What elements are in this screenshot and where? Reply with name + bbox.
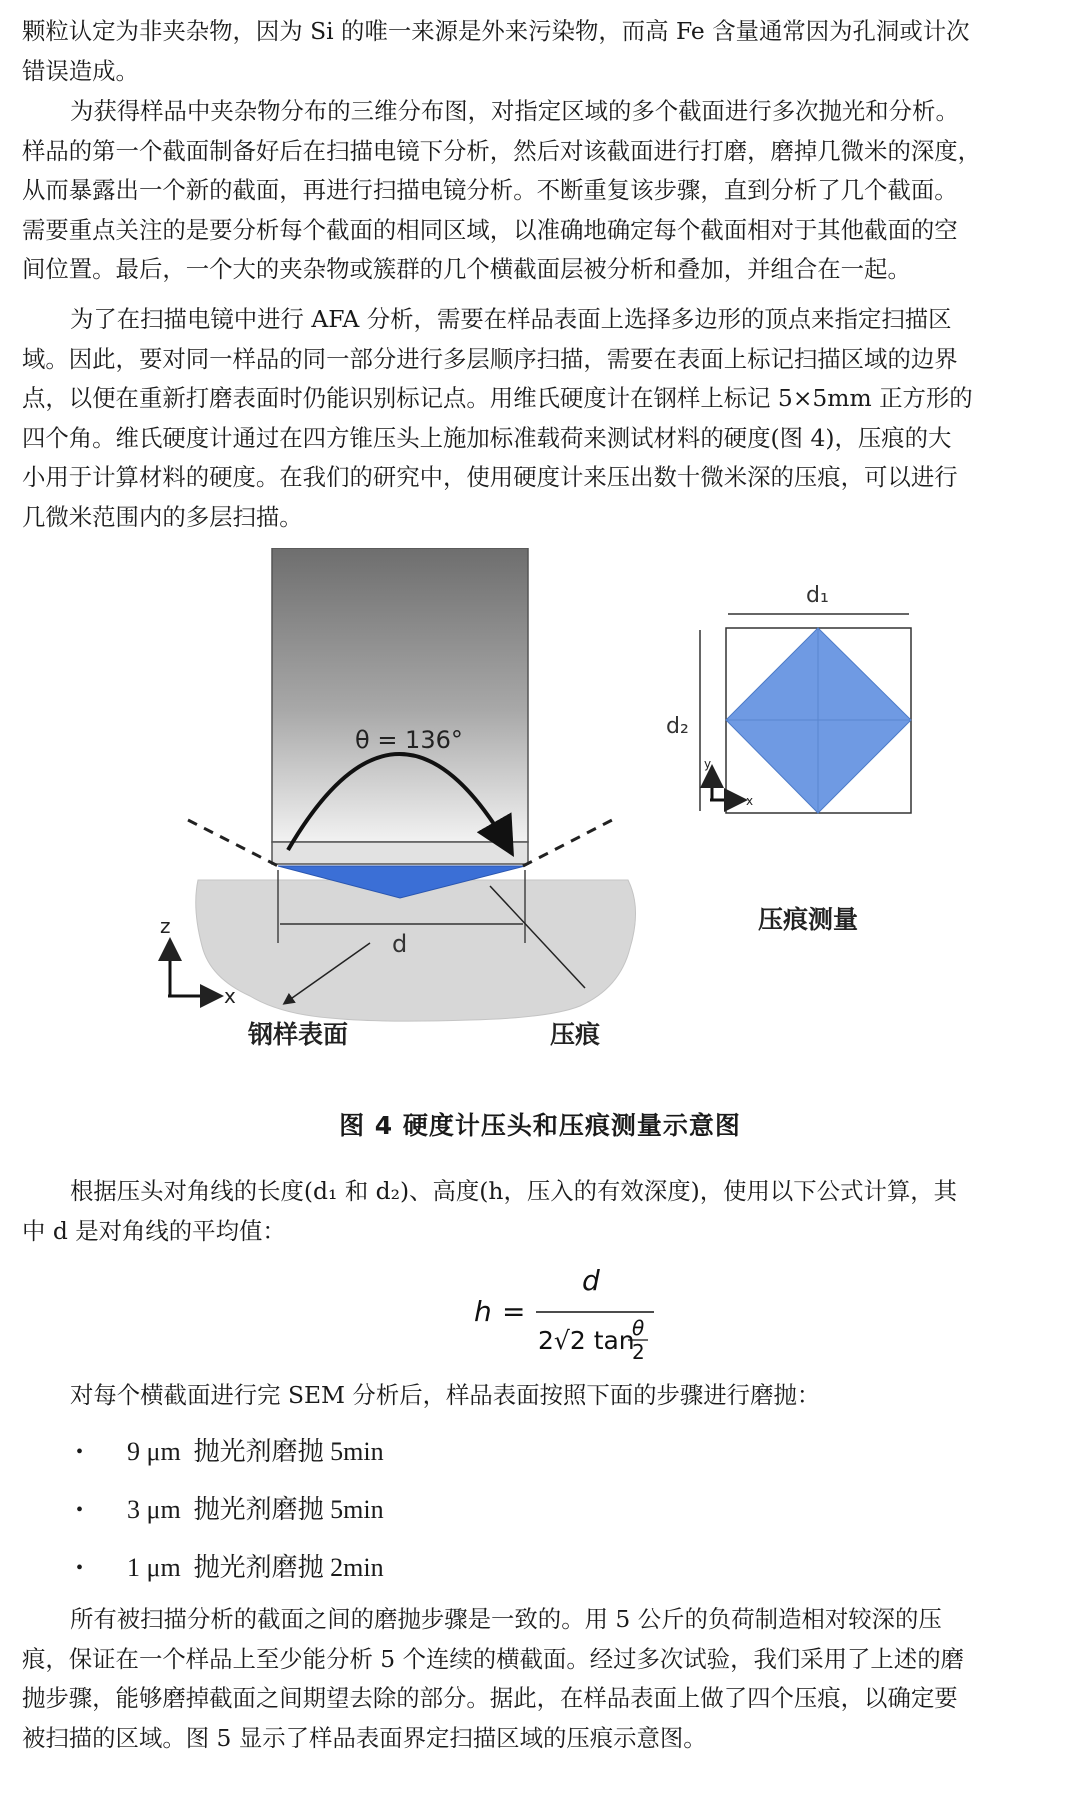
polish-step: 抛光剂磨抛 2min: [193, 1553, 384, 1582]
figure-caption: 图 4 硬度计压头和压痕测量示意图: [339, 1111, 741, 1140]
text-line: 四个角。维氏硬度计通过在四方锥压头上施加标准载荷来测试材料的硬度(图 4)，压痕的大: [22, 423, 952, 452]
abrasive-size: 3 μm: [127, 1495, 181, 1524]
text-line: 中 d 是对角线的平均值：: [22, 1216, 286, 1245]
text-line: 抛步骤，能够磨掉截面之间期望去除的部分。据此，在样品表面上做了四个压痕，以确定要: [22, 1684, 958, 1713]
formula-numerator: d: [582, 1264, 600, 1297]
text-line: 对每个横截面进行完 SEM 分析后，样品表面按照下面的步骤进行磨抛：: [70, 1381, 821, 1409]
formula-denominator: 2√2 tan: [538, 1326, 635, 1355]
paragraph-3: [22, 300, 1058, 538]
d2-label: d₂: [666, 714, 689, 739]
dashed-guide-left: [188, 820, 278, 866]
indenter-body: [272, 548, 528, 842]
polish-step: 抛光剂磨抛 5min: [193, 1495, 384, 1524]
dashed-guide-right: [523, 818, 616, 866]
text-line: 为获得样品中夹杂物分布的三维分布图，对指定区域的多个截面进行多次抛光和分析。: [70, 97, 959, 125]
small-y-label: y: [704, 757, 712, 771]
indentation-diagram: [130, 548, 980, 1068]
steel-sample-shape: [196, 880, 636, 1021]
abrasive-size: 9 μm: [127, 1437, 181, 1466]
list-item: [0, 1432, 1080, 1472]
text-line: 被扫描的区域。图 5 显示了样品表面界定扫描区域的压痕示意图。: [22, 1723, 707, 1752]
text-line: 为了在扫描电镜中进行 AFA 分析，需要在样品表面上选择多边形的顶点来指定扫描区: [70, 305, 952, 333]
abrasive-size: 1 μm: [127, 1553, 181, 1582]
depth-formula: [470, 1255, 690, 1365]
paragraph-2: [22, 92, 1058, 290]
formula-equals: =: [502, 1295, 526, 1328]
measurement-label: 压痕测量: [758, 905, 859, 934]
paragraph-1: [22, 12, 1058, 91]
text-line: 小用于计算材料的硬度。在我们的研究中，使用硬度计来压出数十微米深的压痕，可以进行: [22, 463, 958, 492]
polish-step: 抛光剂磨抛 5min: [193, 1437, 384, 1466]
indenter-tip-band: [272, 842, 528, 864]
bullet-icon: •: [76, 1499, 84, 1521]
text-line: 域。因此，要对同一样品的同一部分进行多层顺序扫描，需要在表面上标记扫描区域的边界: [22, 344, 958, 373]
text-line: 痕，保证在一个样品上至少能分析 5 个连续的横截面。经过多次试验，我们采用了上述的磨: [22, 1644, 964, 1673]
text-line: 所有被扫描分析的截面之间的磨抛步骤是一致的。用 5 公斤的负荷制造相对较深的压: [70, 1605, 942, 1633]
text-line: 颗粒认定为非夹杂物，因为 Si 的唯一来源是外来污染物，而高 Fe 含量通常因为孔洞或计次: [22, 17, 970, 45]
indent-label: 压痕: [550, 1020, 601, 1049]
formula-theta: θ: [632, 1316, 645, 1340]
angle-label: θ = 136°: [355, 726, 463, 754]
list-item: [0, 1490, 1080, 1530]
formula-two: 2: [632, 1340, 645, 1364]
figure-4: [130, 548, 980, 1068]
text-line: 间位置。最后，一个大的夹杂物或簇群的几个横截面层被分析和叠加，并组合在一起。: [22, 255, 911, 284]
text-line: 从而暴露出一个新的截面，再进行扫描电镜分析。不断重复该步骤，直到分析了几个截面。: [22, 176, 958, 205]
paragraph-4: [22, 1172, 1058, 1251]
d-label: d: [392, 930, 408, 958]
text-line: 错误造成。: [22, 56, 139, 85]
small-x-label: x: [746, 794, 754, 808]
text-line: 点，以便在重新打磨表面时仍能识别标记点。用维氏硬度计在钢样上标记 5×5mm 正方形的: [22, 384, 973, 413]
paragraph-6: [22, 1600, 1058, 1758]
text-line: 样品的第一个截面制备好后在扫描电镜下分析，然后对该截面进行打磨，磨掉几微米的深度，: [22, 136, 982, 165]
text-line: 根据压头对角线的长度(d₁ 和 d₂)、高度(h，压入的有效深度)，使用以下公式计算，其: [70, 1177, 958, 1205]
z-axis-label: z: [160, 914, 171, 938]
list-item: [0, 1548, 1080, 1588]
bullet-icon: •: [76, 1441, 84, 1463]
text-line: 需要重点关注的是要分析每个截面的相同区域，以准确地确定每个截面相对于其他截面的空: [22, 215, 958, 244]
x-axis-label: x: [224, 984, 236, 1008]
d1-label: d₁: [806, 583, 829, 608]
bullet-icon: •: [76, 1557, 84, 1579]
formula-lhs: h: [474, 1295, 492, 1328]
text-line: 几微米范围内的多层扫描。: [22, 502, 303, 531]
paragraph-5: [22, 1376, 1058, 1416]
steel-surface-label: 钢样表面: [248, 1020, 349, 1049]
